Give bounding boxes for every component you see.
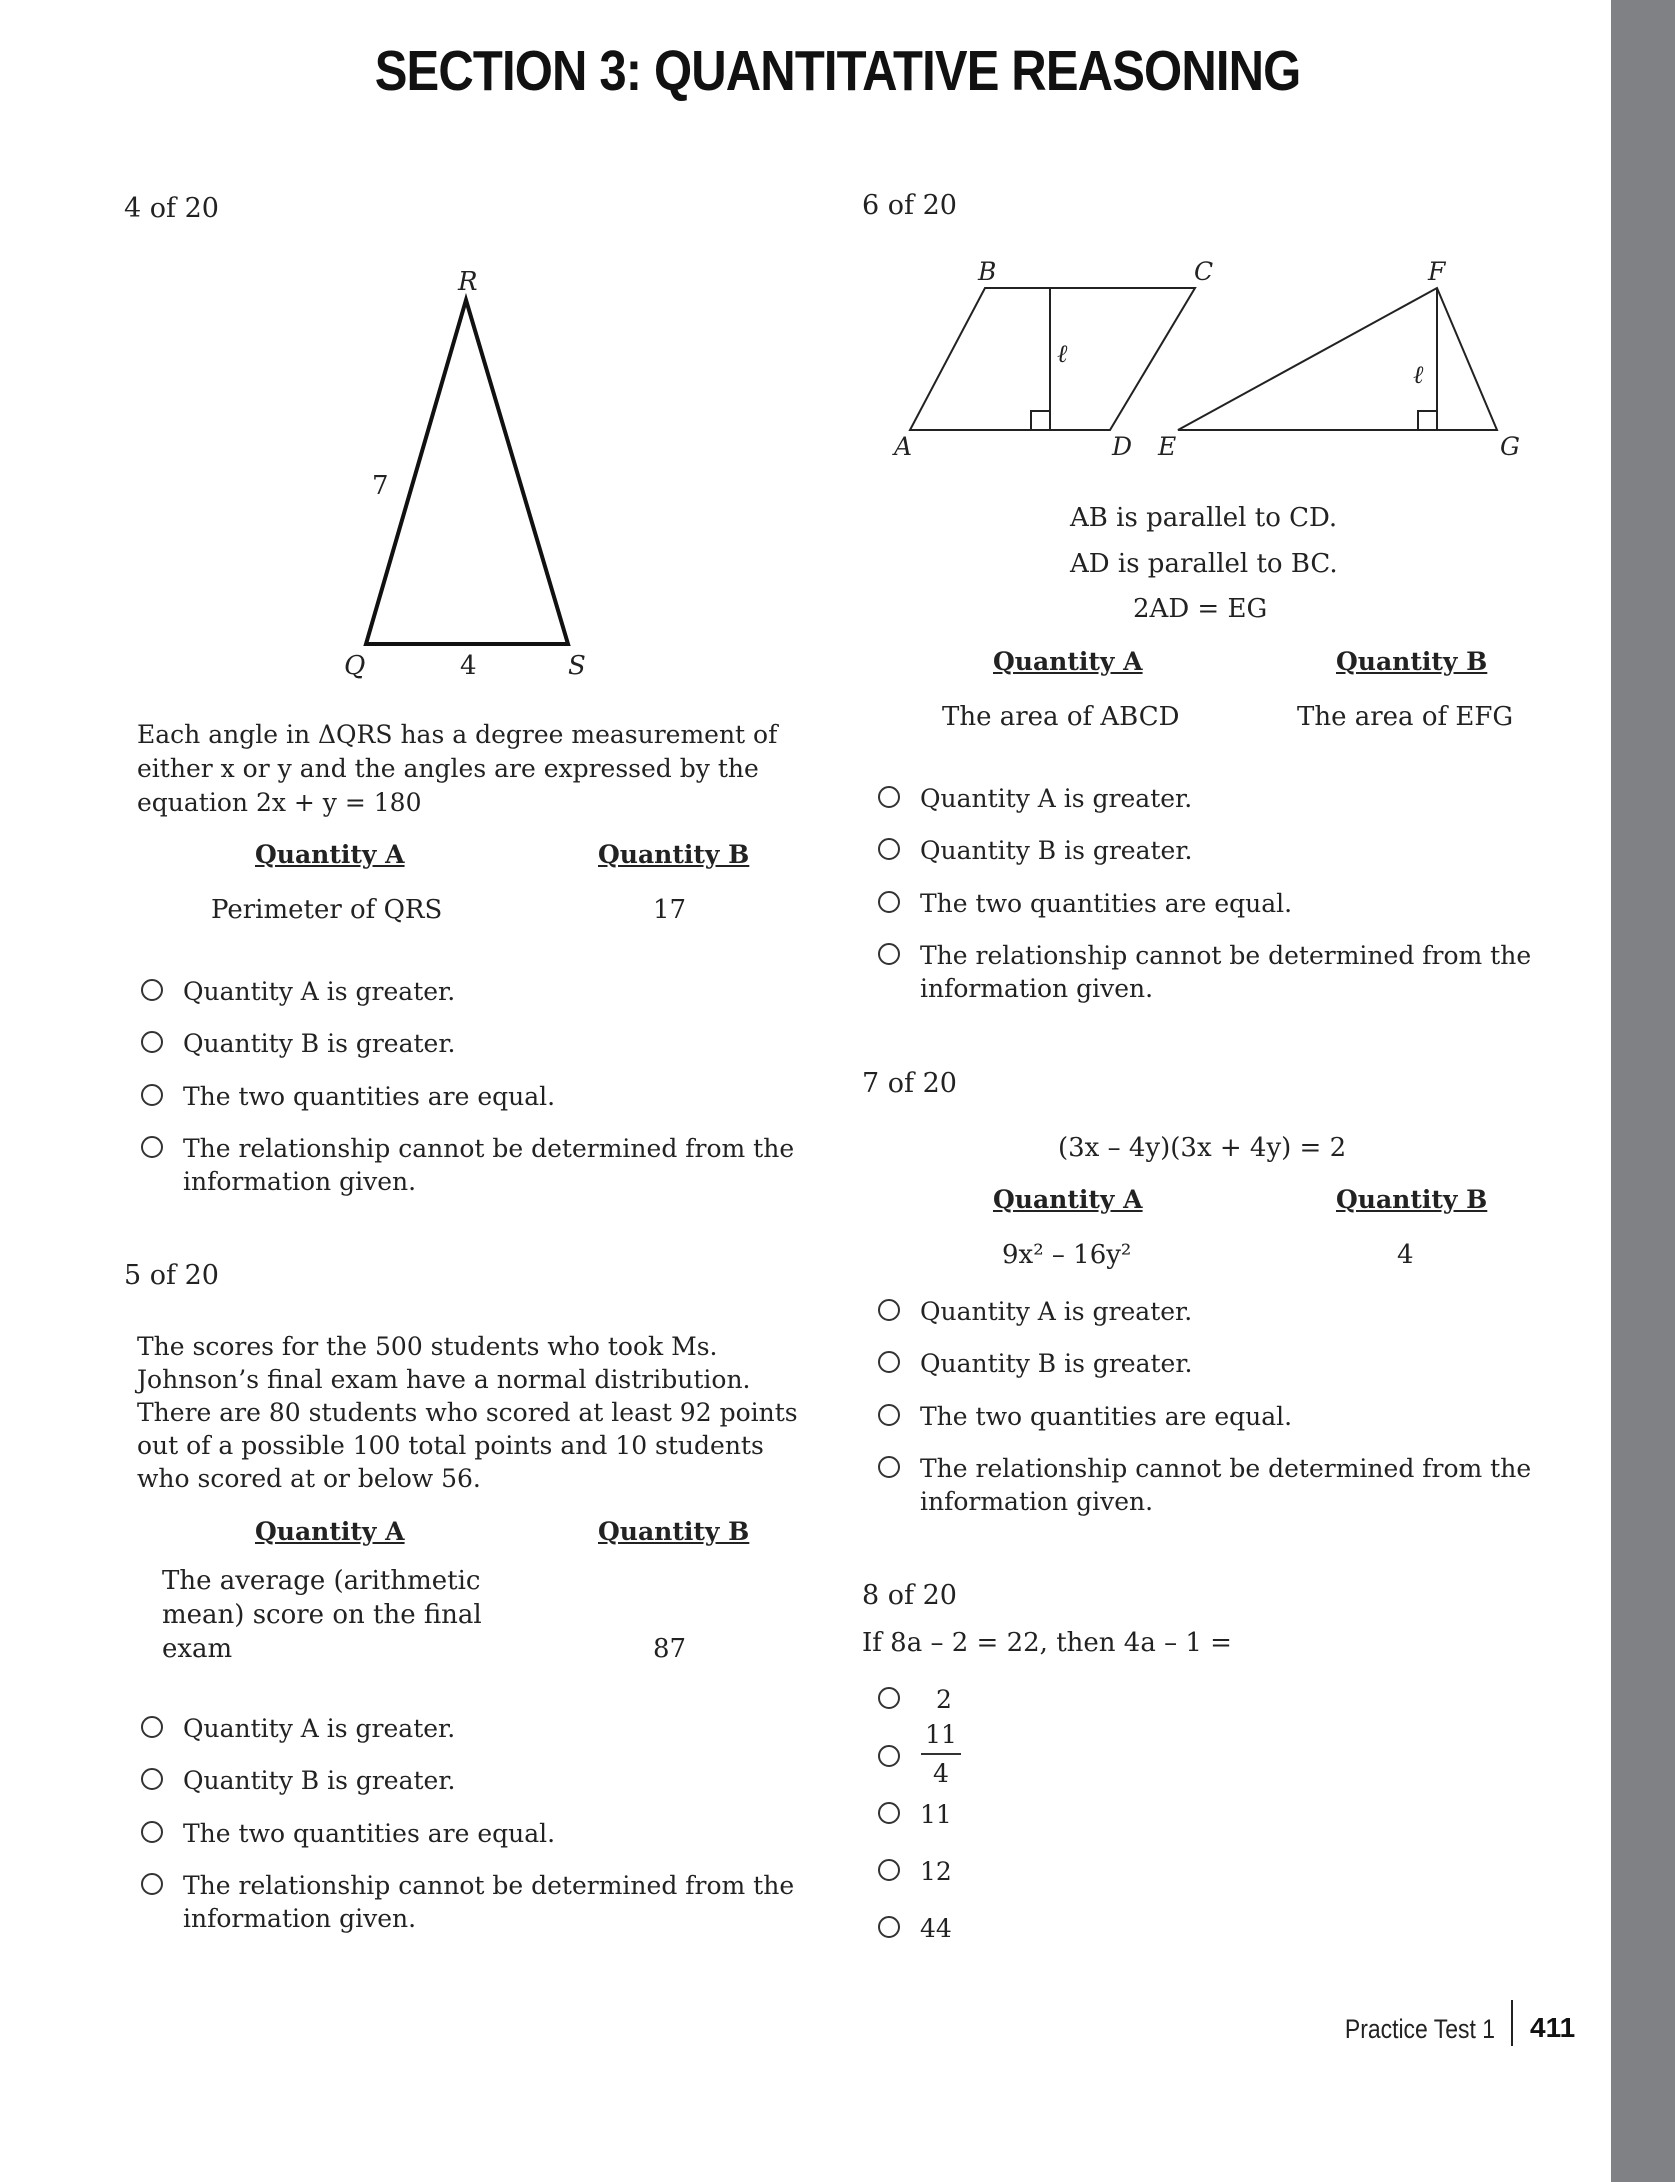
vertex-a-label: A [894,432,913,461]
radio-circle[interactable] [878,1456,900,1478]
vertex-r-label: R [458,267,478,297]
q4-triangle-figure [330,260,630,680]
footer-label: Practice Test 1 [1344,2014,1495,2044]
right-angle-mark [1418,411,1437,430]
vertex-e-label: E [1158,432,1177,461]
q4-choice-a[interactable]: Quantity A is greater. [141,975,793,1008]
radio-circle[interactable] [878,1351,900,1373]
q4-quantity-a: Perimeter of QRS [211,895,443,925]
q5-number: 5 of 20 [124,1260,219,1291]
q5-quantity-a-line: mean) score on the final [162,1600,482,1630]
radio-circle[interactable] [141,1768,163,1790]
vertex-g-label: G [1500,432,1520,461]
q4-stem-line: equation 2x + y = 180 [137,788,422,817]
radio-circle[interactable] [878,838,900,860]
footer-separator [1511,2000,1513,2046]
height-label-abcd: ℓ [1057,339,1068,368]
q6-quantity-a-label: Quantity A [993,647,1143,676]
q8-stem: If 8a – 2 = 22, then 4a – 1 = [862,1628,1232,1658]
radio-circle[interactable] [141,1136,163,1158]
q7-number: 7 of 20 [862,1068,957,1099]
q5-quantity-a-line: The average (arithmetic [162,1566,481,1596]
q5-quantity-b: 87 [653,1634,687,1664]
radio-circle[interactable] [878,1404,900,1426]
q6-quantity-b: The area of EFG [1297,702,1514,732]
fraction-bar [921,1753,961,1755]
vertex-f-label: F [1428,257,1446,286]
radio-circle[interactable] [878,1802,900,1824]
q6-given-line: AD is parallel to BC. [1070,549,1338,579]
q4-choice-c[interactable]: The two quantities are equal. [141,1080,793,1113]
vertex-s-label: S [568,651,586,680]
radio-circle[interactable] [141,1821,163,1843]
radio-circle[interactable] [141,1716,163,1738]
q6-quantity-a: The area of ABCD [942,702,1180,732]
vertex-q-label: Q [344,651,366,680]
radio-circle[interactable] [878,943,900,965]
q8-choice-b-fraction [921,1720,961,1788]
q6-given-line: AB is parallel to CD. [1070,503,1338,533]
q4-stem-line: either x or y and the angles are expressed by the [137,754,759,783]
q8-choice-a[interactable]: 2 [878,1683,1136,1716]
q7-choice-b[interactable]: Quantity B is greater. [878,1347,1530,1380]
radio-circle[interactable] [878,1687,900,1709]
q7-quantity-b: 4 [1397,1240,1414,1270]
q5-quantity-b-label: Quantity B [598,1517,750,1546]
q6-quantity-b-label: Quantity B [1336,647,1488,676]
q5-choice-b[interactable]: Quantity B is greater. [141,1764,793,1797]
q5-choice-c[interactable]: The two quantities are equal. [141,1817,793,1850]
radio-circle[interactable] [878,1299,900,1321]
q8-choice-c[interactable]: 11 [878,1798,1120,1831]
q7-equation: (3x – 4y)(3x + 4y) = 2 [1058,1133,1347,1163]
q8-choice-e[interactable]: 44 [878,1912,1120,1945]
q4-quantity-b: 17 [653,895,687,925]
triangle-efg [1178,288,1497,430]
triangle-qrs [366,300,568,644]
q7-quantity-a: 9x² – 16y² [1002,1240,1132,1270]
q7-choice-c[interactable]: The two quantities are equal. [878,1400,1530,1433]
q5-stem-line: who scored at or below 56. [137,1464,481,1493]
q4-number: 4 of 20 [124,193,219,224]
q8-choice-d[interactable]: 12 [878,1855,1120,1888]
q5-choice-d[interactable]: The relationship cannot be determined from the information given. [141,1869,823,1935]
q5-stem-line: out of a possible 100 total points and 10 students [137,1431,764,1460]
base-qs-label: 4 [460,651,477,680]
q6-given-line: 2AD = EG [1133,594,1268,624]
fraction-denominator: 4 [933,1759,949,1788]
vertex-c-label: C [1194,257,1214,286]
right-angle-mark [1031,411,1050,430]
q7-choice-a[interactable]: Quantity A is greater. [878,1295,1530,1328]
q5-stem-line: Johnson’s final exam have a normal distribution. [137,1365,751,1394]
q5-choice-a[interactable]: Quantity A is greater. [141,1712,793,1745]
q7-choice-d[interactable]: The relationship cannot be determined from the information given. [878,1452,1570,1518]
vertex-b-label: B [978,257,997,286]
q6-choice-c[interactable]: The two quantities are equal. [878,887,1530,920]
q4-quantity-a-label: Quantity A [255,840,405,869]
radio-circle[interactable] [878,891,900,913]
radio-circle[interactable] [878,786,900,808]
q5-stem-line: There are 80 students who scored at least 92 points [137,1398,798,1427]
side-band [1611,0,1675,2182]
radio-circle[interactable] [141,1031,163,1053]
page-title: SECTION 3: QUANTITATIVE REASONING [374,39,1301,103]
q5-quantity-a-label: Quantity A [255,1517,405,1546]
q4-stem-line: Each angle in ΔQRS has a degree measurement of [137,720,778,749]
q6-choice-d[interactable]: The relationship cannot be determined from the information given. [878,939,1570,1005]
q7-quantity-b-label: Quantity B [1336,1185,1488,1214]
q7-quantity-a-label: Quantity A [993,1185,1143,1214]
height-label-efg: ℓ [1413,360,1424,389]
q6-choice-a[interactable]: Quantity A is greater. [878,782,1530,815]
radio-circle[interactable] [141,1084,163,1106]
q4-choice-d[interactable]: The relationship cannot be determined from the information given. [141,1132,823,1198]
radio-circle[interactable] [878,1745,900,1767]
side-qr-label: 7 [372,471,389,501]
page-number: 411 [1530,2012,1576,2043]
q4-choice-b[interactable]: Quantity B is greater. [141,1027,793,1060]
parallelogram-abcd [910,288,1195,430]
radio-circle[interactable] [141,1873,163,1895]
radio-circle[interactable] [878,1916,900,1938]
q8-choice-b[interactable] [878,1741,920,1767]
q6-choice-b[interactable]: Quantity B is greater. [878,834,1530,867]
q4-quantity-b-label: Quantity B [598,840,750,869]
q8-number: 8 of 20 [862,1580,957,1611]
q5-stem-line: The scores for the 500 students who took Ms. [137,1332,718,1361]
vertex-d-label: D [1112,432,1133,461]
fraction-numerator: 11 [925,1720,957,1749]
radio-circle[interactable] [141,979,163,1001]
q6-number: 6 of 20 [862,190,957,221]
q5-quantity-a-line: exam [162,1634,233,1664]
q6-figure [880,250,1540,465]
radio-circle[interactable] [878,1859,900,1881]
